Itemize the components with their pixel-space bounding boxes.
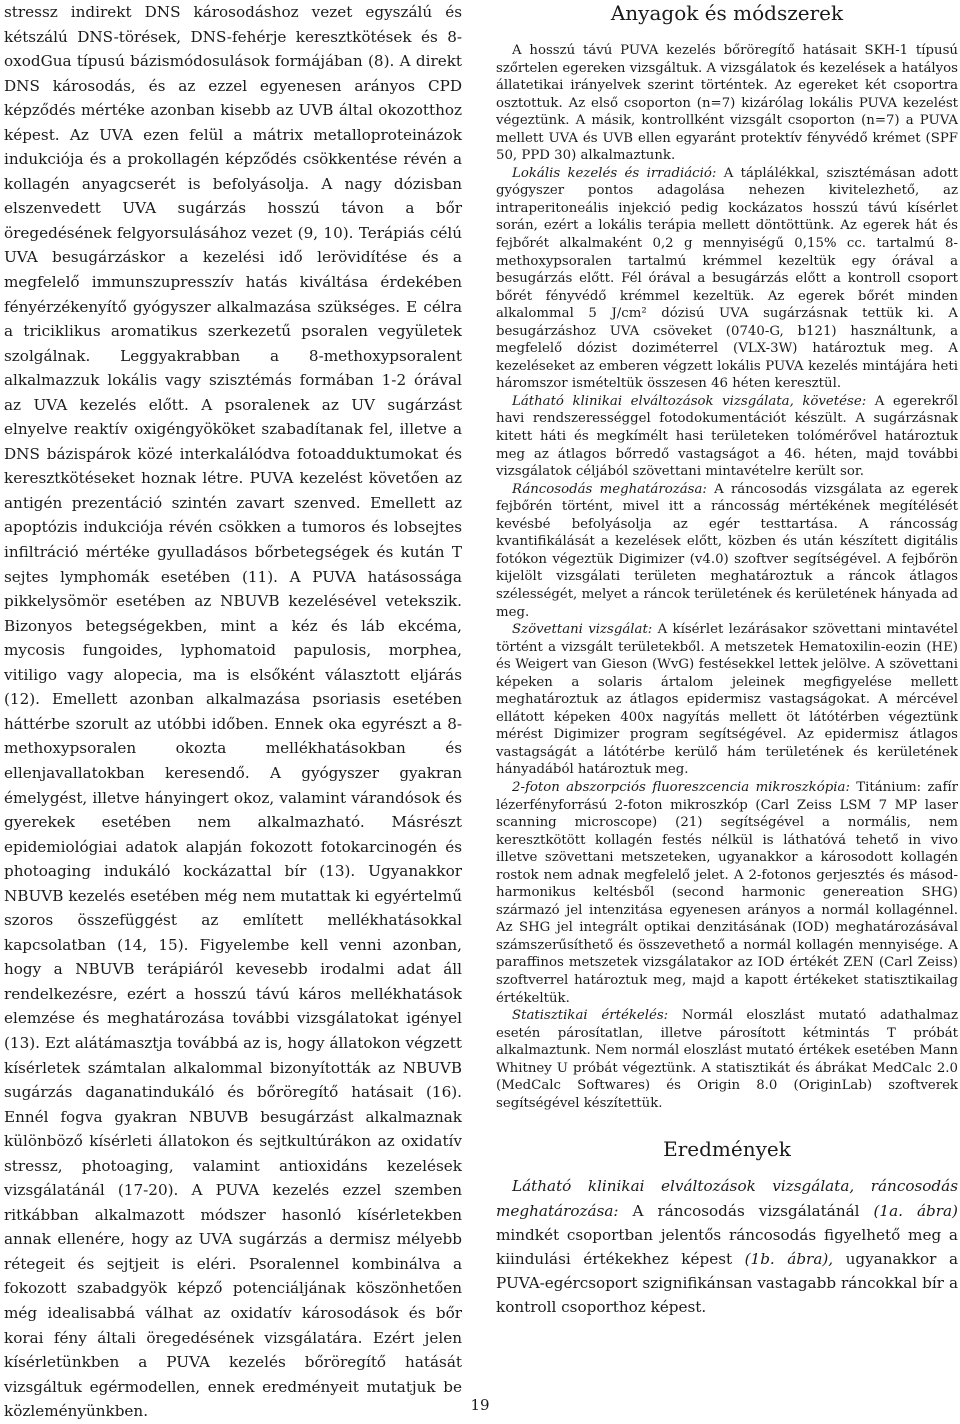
paragraph-text: A kísérlet lezárásakor szövettani mintavétel történt a vizsgált területekből. A metszetek Hematoxilin-eozin (HE) és Weigert van Gieson (WvG) festésekkel lettek jelölve. A szövettani képeken a solaris ártalom jeleinek megfigyelése mellett meghatároztuk az átlagos epidermisz vastagságokat. A mércével ellátott képeken 400x nagyítás mellett öt látótérben végeztünk mérést Digimizer program segítségével. Az epidermisz átlagos vastagságát a látótérbe kerülő hám területének és kerületének hányadából határoztuk meg. bbox=[496, 622, 958, 778]
paragraph-text: A hosszú távú PUVA kezelés bőröregítő hatásait SKH-1 típusú szőrtelen egereken vizsgáltuk. A vizsgálatok és kezelések a hatályos állatetikai irányelvek szerint történtek. Az egereket két csoportra osztottuk. Az első csoporton (n=7) kizárólag lokális PUVA kezelést végeztünk. A másik, kontrollként vizsgált csoporton (n=7) a PUVA mellett UVA és UVB ellen egyaránt protektív fényvédő krémet (SPF 50, PPD 30) alkalmaztunk. bbox=[496, 43, 958, 164]
section-heading-methods: Anyagok és módszerek bbox=[610, 1, 844, 25]
methods-paragraph-microscopy bbox=[496, 779, 958, 1007]
paragraph-text: A ráncosodás vizsgálata az egerek fejbőrén történt, mivel itt a ráncosság mértékének megítélését kevésbé befolyásolja az egér testtartása. A ráncosság kvantifikálását a kezelések előtt, közben és után készített digitális fotókon végeztük Digimizer (v4.0) szoftver segítségével. A fejbőrön kijelölt vizsgálati területen meghatároztuk a ráncok átlagos szélességét, melyet a ráncok területének és kerületének hányada ad meg. bbox=[496, 481, 958, 620]
methods-paragraph-treatment bbox=[496, 165, 958, 393]
paragraph-lead: Ráncosodás meghatározása: bbox=[512, 481, 707, 497]
methods-paragraph-wrinkles bbox=[496, 481, 958, 621]
methods-paragraph-statistics bbox=[496, 1007, 958, 1112]
paragraph-text: mindkét csoportban jelentős ráncosodás figyelhető meg a kiindulási értékekhez képest bbox=[496, 1225, 958, 1268]
paragraph-text: A ráncosodás vizsgálatánál bbox=[618, 1201, 874, 1220]
paragraph-lead: 2-foton abszorpciós fluoreszcencia mikroszkópia: bbox=[512, 779, 850, 795]
page-number: 19 bbox=[470, 1396, 490, 1414]
paragraph-lead: Statisztikai értékelés: bbox=[512, 1008, 669, 1024]
paragraph-text: Normál eloszlást mutató adathalmaz esetén párosítatlan, illetve párosított kétmintás T próbát alkalmaztunk. Nem normál eloszlást mutató értékek esetében Mann Whitney U próbát végeztünk. A statisztikát és ábrákat MedCalc 2.0 (MedCalc Softwares) és Origin 8.0 (OriginLab) szoftverek segítségével készítettük. bbox=[496, 1008, 958, 1111]
paragraph-text: Titánium: zafír lézerfényforrású 2-foton mikroszkóp (Carl Zeiss LSM 7 MP laser scanning microscope) (21) segítségével a normális, nem keresztkötött kollagén festés nélkül is láthatóvá tehető in vivo illetve szövettani metszeteken, ugyanakkor a károsodott kollagén rostok nem adnak megfelelő jelet. A 2-fotonos gerjesztés és másod-harmonikus keltésből (second harmonic genereation SHG) származó jel intenzitása egyenesen arányos a normál kollagénnel. Az SHG jel integrált optikai denzitásának (IOD) meghatározásával számszerűsíthető és összevethető a normál kollagén mennyisége. A paraffinos metszetek vizsgálatakor az IOD értékét ZEN (Carl Zeiss) szoftverrel határoztuk meg, majd a kapott értékeket statisztikailag értékeltük. bbox=[496, 779, 958, 1006]
paragraph-text: ugyanakkor a PUVA-egércsoport szignifikánsan vastagabb ráncokkal bír a kontroll csoporthoz képest. bbox=[496, 1249, 958, 1317]
figure-reference: (1b. ábra), bbox=[744, 1249, 834, 1268]
body-paragraph: stressz indirekt DNS károsodáshoz vezet egyszálú és kétszálú DNS-törések, DNS-fehérje keresztkötések és 8-oxodGua típusú bázismódosulások formájában (8). A direkt DNS károsodás, és az ezzel egyenesen arányos CPD képződés mértéke azonban kisebb az UVB által okozotthoz képest. Az UVA ezen felül a mátrix metalloproteinázok indukciója és a prokollagén képződés csökkentése révén a kollagén anyagcserét is befolyásolja. A nagy dózisban elszenvedett UVA sugárzás hosszú távon a bőr öregedésének felgyorsulásához vezet (9, 10). Terápiás célú UVA besugárzáskor a kezelési idő lerövidítése és a megfelelő immunszupresszív hatás kiváltása érdekében fényérzékenyítő gyógyszer alkalmazása szükséges. E célra a triciklikus aromatikus szerkezetű psoralen vegyületek szolgálnak. Leggyakrabban a 8-methoxypsoralent alkalmazzuk lokális vagy szisztémás formában 1-2 órával az UVA kezelés előtt. A psoralenek az UV sugárzást elnyelve reaktív oxigéngyököket szabadítanak fel, illetve a DNS bázispárok közé interkalálódva fotoadduktumokat és keresztkötéseket hoznak létre. PUVA kezelést követően az antigén prezentáció szintén zavart szenved. Emellett az apoptózis indukciója révén csökken a tumoros és lobsejtes infiltráció mértéke gyulladásos bőrbetegségek és kután T sejtes lymphomák esetében (11). A PUVA hatásossága pikkelysömör esetében az NBUVB kezelésével vetekszik. Bizonyos betegségekben, mint a kéz és láb ekcéma, mycosis fungoides, lyphomatoid papulosis, morphea, vitiligo vagy alopecia, ma is elsőként választott eljárás (12). Emellett azonban alkalmazása psoriasis esetében háttérbe szorult az utóbbi időben. Ennek oka egyrészt a 8-methoxypsoralen okozta mellékhatásokban és ellenjavallatokban keresendő. A gyógyszer gyakran émelygést, illetve hányingert okoz, valamint várandósok és gyerekek esetében nem alkalmazható. Másrészt epidemiológiai adatok alapján fokozott fotokarcinogén és photoaging indukáló kockázattal bír (13). Ugyanakkor NBUVB kezelés esetében még nem mutattak ki egyértelmű szoros összefüggést az említett mellékhatásokkal kapcsolatban (14, 15). Figyelembe kell venni azonban, hogy a NBUVB terápiáról kevesebb irodalmi adat áll rendelkezésre, ezért a hosszú távú káros mellékhatások elemzése és meghatározása további vizsgálatokat igényel (13). Ezt alátámasztja továbbá az is, hogy állatokon végzett kísérletek számtalan alkalommal bizonyították az NBUVB sugárzás daganatindukáló és bőröregítő hatásait (16). Ennél fogva gyakran NBUVB besugárzást alkalmaznak különböző kísérleti állatokon és sejtkultúrákon az oxidatív stressz, photoaging, valamint antioxidáns kezelések vizsgálatánál (17-20). A PUVA kezelés ezzel szemben ritkábban alkalmazott módszer hasonló kísérletekben annak ellenére, hogy az UVA sugárzás a dermisz mélyebb rétegeit és sejtjeit is eléri. Psoralennel kombinálva a fokozott szabadgyök képző potenciáljának köszönhetően még idealisabbá válhat az oxidatív károsodások és bőr korai fény általi öregedésének vizsgálatára. Ezért jelen kísérletünkben a PUVA kezelés bőröregítő hatását vizsgáltuk egérmodellen, ennek eredményeit mutatjuk be közleményünkben. bbox=[4, 3, 462, 1421]
paragraph-lead: Lokális kezelés és irradiáció: bbox=[512, 165, 717, 181]
paragraph-lead: Látható klinikai elváltozások vizsgálata, követése: bbox=[512, 393, 867, 409]
methods-paragraph-histology bbox=[496, 621, 958, 779]
left-column bbox=[4, 0, 462, 1424]
results-paragraph bbox=[496, 1174, 958, 1319]
results-body bbox=[496, 1174, 958, 1319]
paragraph-lead: Látható klinikai elváltozások vizsgálata, ráncosodás meghatározása: bbox=[496, 1177, 958, 1220]
section-heading-results: Eredmények bbox=[663, 1137, 791, 1162]
methods-paragraph-clinical bbox=[496, 393, 958, 481]
figure-reference: (1a. ábra) bbox=[873, 1201, 958, 1220]
right-column bbox=[496, 0, 958, 1320]
methods-paragraph-intro bbox=[496, 42, 958, 165]
paragraph-text: A táplálékkal, szisztémásan adott gyógyszer pontos adagolása nehezen kivitelezhető, az intraperitoneális injekció pedig kockázatos hosszú távú kísérlet során, ezért a lokális terápia mellett döntöttünk. Az egerek hát és fejbőrét alkalmaként 0,2 g mennyiségű 0,15% cc. tartalmú 8-methoxypsoralen tartalmú krémmel kezeltük egy órával a besugárzás előtt. Fél órával a besugárzás előtt a kontroll csoport bőrét fényvédő krémmel kezeltük. Az egerek bőrét minden alkalommal 5 J/cm² dózisú UVA sugárzásnak tettük ki. A besugárzáshoz UVA csöveket (0740-G, b121) használtunk, a megfelelő dózist doziméterrel (VLX-3W) határoztuk meg. A kezeléseket az emberen végzett lokális PUVA kezelés mintájára heti háromszor ismételtük összesen 46 héten keresztül. bbox=[496, 165, 958, 392]
paragraph-text: A egerekről havi rendszerességgel fotodokumentációt készült. A sugárzásnak kitett háti és megkímélt hasi területeken tolómérővel határoztuk meg az átlagos bőrredő vastagságot a 46. héten, majd további vizsgálatok céljából szövettani mintavételre került sor. bbox=[496, 393, 958, 480]
paragraph-lead: Szövettani vizsgálat: bbox=[512, 622, 653, 638]
